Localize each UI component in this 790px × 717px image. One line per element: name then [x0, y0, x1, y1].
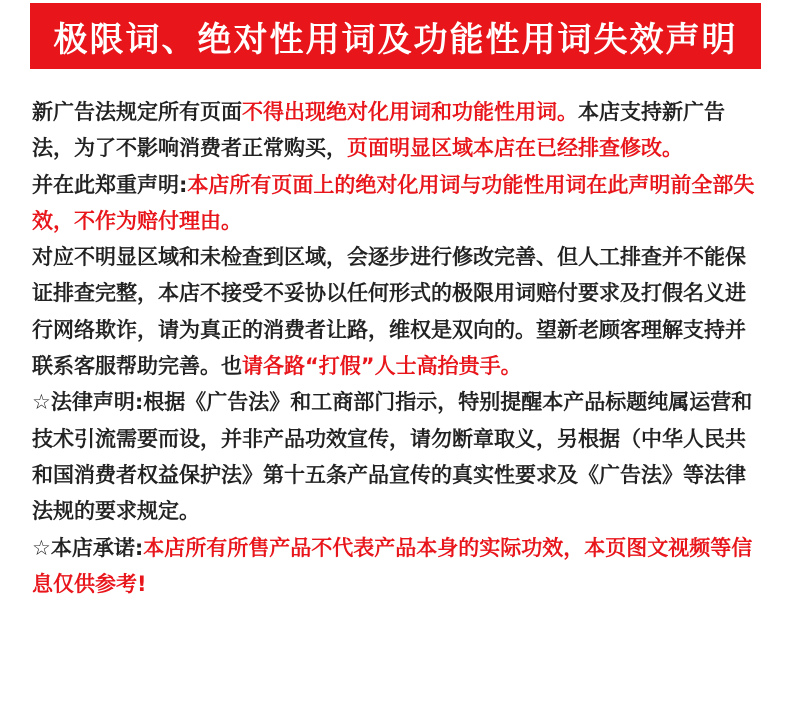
text-segment: 新广告法规定所有页面	[32, 100, 242, 124]
text-segment: 并在此郑重声明:	[32, 172, 188, 197]
highlight-segment: 本店所有所售产品不代表产品本身的实际功效，本页图文视频等信息仅供参考!	[32, 535, 753, 596]
highlight-segment: 不得出现绝对化用词和功能性用词。	[242, 100, 578, 124]
highlight-segment: 请各路“打假”人士高抬贵手。	[242, 354, 522, 379]
text-segment: ☆法律声明:根据《广告法》和工商部门指示，特别提醒本产品标题纯属运营和技术引流需要而设，并非产品功效宣传，请勿断章取义，另根据（中华人民共和国消费者权益保护法》第十五条产品宣传的真实性要求及《广告法》等法律法规的要求规定。	[32, 390, 753, 524]
highlight-segment: 页面明显区域本店在已经排查修改。	[347, 136, 683, 161]
paragraph-store-promise	[32, 530, 762, 603]
highlight-segment: 本店所有页面上的绝对化用词与功能性用词在此声明前全部失效，不作为赔付理由。	[32, 172, 755, 233]
text-segment: 本店支持新广告法，为了不影响消费者正常购买，	[32, 100, 725, 161]
paragraph-declaration	[32, 167, 762, 240]
paragraph-ad-law	[32, 94, 762, 167]
page-title: 极限词、绝对性用词及功能性用词失效声明	[53, 19, 738, 60]
text-segment: 对应不明显区域和未检查到区域，会逐步进行修改完善、但人工排查并不能保证排查完整，本店不接受不妥协以任何形式的极限用词赔付要求及打假名义进行网络欺诈，请为真正的消费者让路，维权是双向的。望新老顾客理解支持并联系客服帮助完善。也	[32, 245, 746, 379]
title-banner	[30, 3, 761, 69]
text-segment: ☆本店承诺:	[32, 535, 144, 560]
paragraph-legal-statement	[32, 384, 762, 529]
paragraph-unchecked-areas	[32, 239, 762, 384]
statement-body	[32, 94, 762, 602]
